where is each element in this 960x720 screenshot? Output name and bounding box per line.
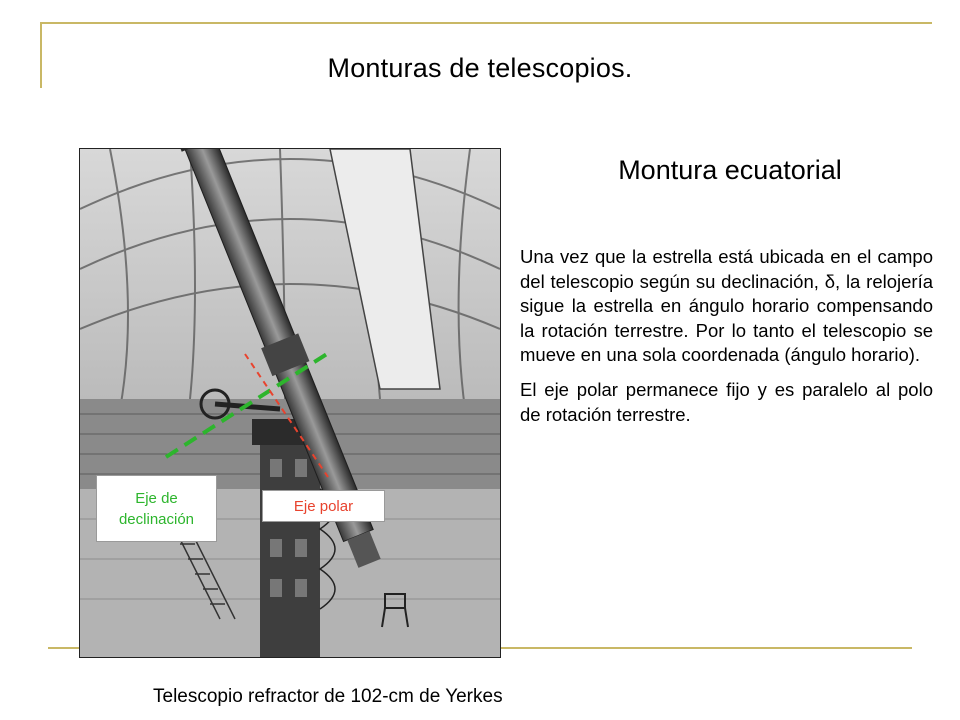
- declination-axis-label: Eje de declinación: [96, 475, 217, 542]
- paragraph-2: El eje polar permanece fijo y es paralelo al polo de rotación terrestre.: [520, 378, 933, 425]
- photo-caption: Telescopio refractor de 102-cm de Yerkes: [153, 686, 503, 707]
- telescope-photo: [79, 148, 501, 658]
- section-subtitle: Montura ecuatorial: [618, 155, 842, 185]
- paragraph-1: Una vez que la estrella está ubicada en el campo del telescopio según su declinación, δ, la relojería sigue la estrella en ángulo horario compensando la rotación terrestre. Por lo tanto el telescopio se mueve en una sola coordenada (ángulo horario).: [520, 246, 933, 366]
- slide-title: Monturas de telescopios.: [327, 53, 633, 83]
- slide-frame-top-line: [40, 22, 932, 24]
- body-text: [520, 245, 933, 437]
- polar-axis-label: Eje polar: [262, 490, 385, 522]
